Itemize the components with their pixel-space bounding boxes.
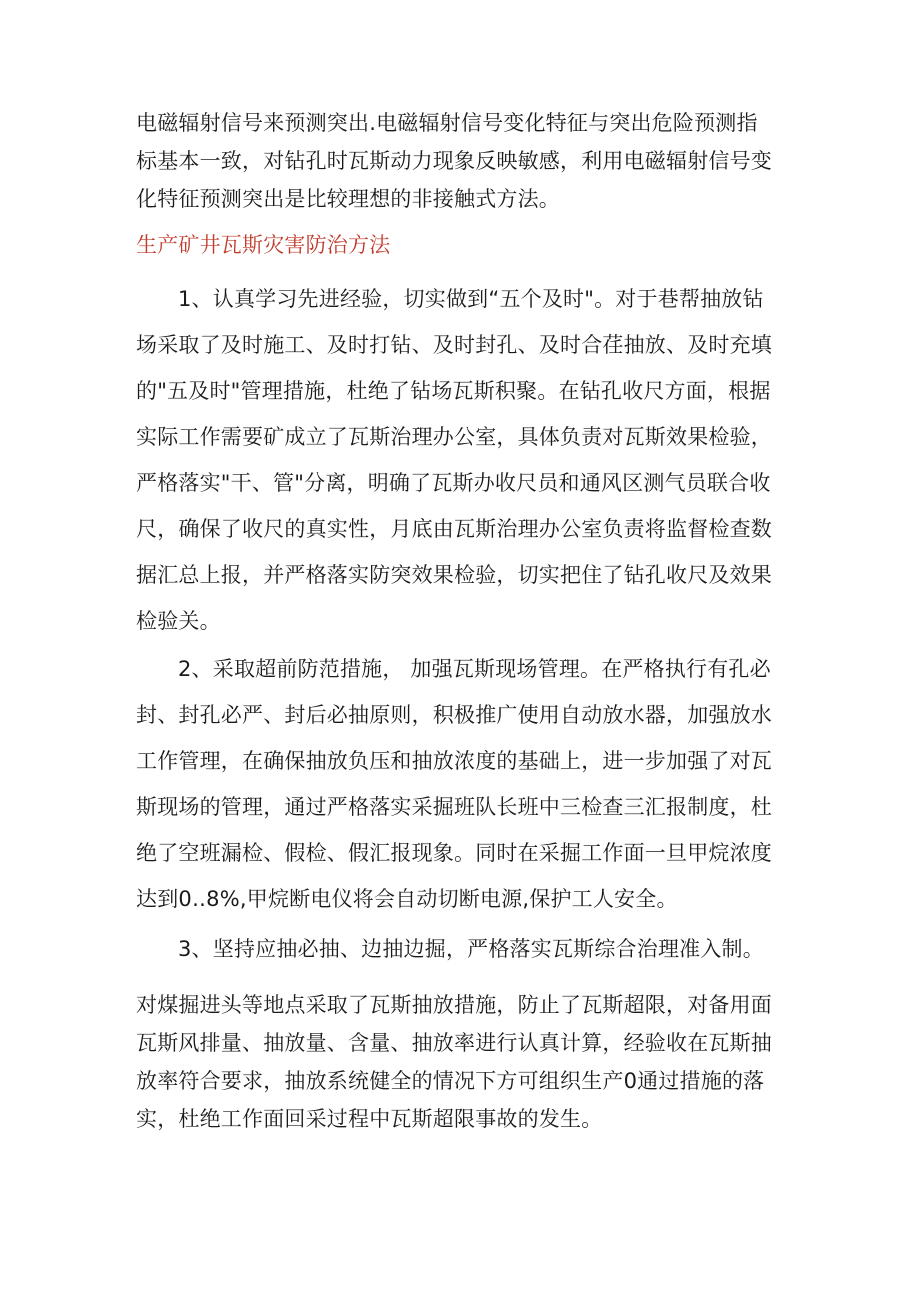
item-2-line: 达到0‥8%,甲烷断电仪将会自动切断电源,保护工人安全。 [136, 887, 678, 911]
intro-line: 标基本一致，对钻孔时瓦斯动力现象反映敏感，利用电磁辐射信号变 [136, 149, 772, 173]
item-2-line: 工作管理，在确保抽放负压和抽放浓度的基础上，进一步加强了对瓦 [136, 749, 772, 773]
section-heading [136, 226, 786, 264]
closing-line: 对煤掘进头等地点采取了瓦斯抽放措施，防止了瓦斯超限，对备用面 [136, 993, 772, 1017]
item-1-line: 检验关。 [136, 609, 221, 633]
item-1-line: 据汇总上报，并严格落实防突效果检验，切实把住了钻孔收尺及效果 [136, 563, 772, 587]
item-2-line: 斯现场的管理，通过严格落实采掘班队长班中三检查三汇报制度，杜 [136, 795, 772, 819]
item-1-line: 的"五及时"管理措施，杜绝了钻场瓦斯积聚。在钻孔收尺方面，根据 [136, 379, 771, 403]
item-3-paragraph [136, 930, 786, 968]
intro-line: 电磁辐射信号来预测突出.电磁辐射信号变化特征与突出危险预测指 [136, 111, 758, 135]
item-2-line: 绝了空班漏检、假检、假汇报现象。同时在采掘工作面一旦甲烷浓度 [136, 841, 772, 865]
section-heading-text: 生产矿井瓦斯灾害防治方法 [136, 233, 391, 257]
closing-paragraph [136, 986, 786, 1138]
item-2-line: 封、封孔必严、封后必抽原则，积极推广使用自动放水器，加强放水 [136, 703, 772, 727]
item-1-line: 尺，确保了收尺的真实性，月底由瓦斯治理办公室负责将监督检查数 [136, 517, 772, 541]
closing-line: 实，杜绝工作面回采过程中瓦斯超限事故的发生。 [136, 1107, 603, 1131]
item-1-line: 1、认真学习先进经验，切实做到“五个及时"。对于巷帮抽放钻 [178, 287, 764, 311]
intro-line: 化特征预测突出是比较理想的非接触式方法。 [136, 187, 560, 211]
closing-line: 瓦斯风排量、抽放量、含量、抽放率进行认真计算，经验收在瓦斯抽 [136, 1031, 772, 1055]
item-1-paragraph [136, 276, 786, 644]
item-2-line: 2、采取超前防范措施， 加强瓦斯现场管理。在严格执行有孔必 [178, 657, 771, 681]
item-2-paragraph [136, 646, 786, 922]
item-1-line: 实际工作需要矿成立了瓦斯治理办公室，具体负责对瓦斯效果检验， [136, 425, 772, 449]
document-page [136, 104, 786, 1138]
item-1-line: 严格落实"干、管"分离，明确了瓦斯办收尺员和通风区测气员联合收 [136, 471, 771, 495]
intro-paragraph [136, 104, 786, 218]
item-3-line: 3、坚持应抽必抽、边抽边掘，严格落实瓦斯综合治理准入制。 [178, 937, 764, 961]
item-1-line: 场采取了及时施工、及时打钻、及时封孔、及时合荏抽放、及时充填 [136, 333, 772, 357]
closing-line: 放率符合要求，抽放系统健全的情况下方可组织生产0通过措施的落 [136, 1069, 765, 1093]
